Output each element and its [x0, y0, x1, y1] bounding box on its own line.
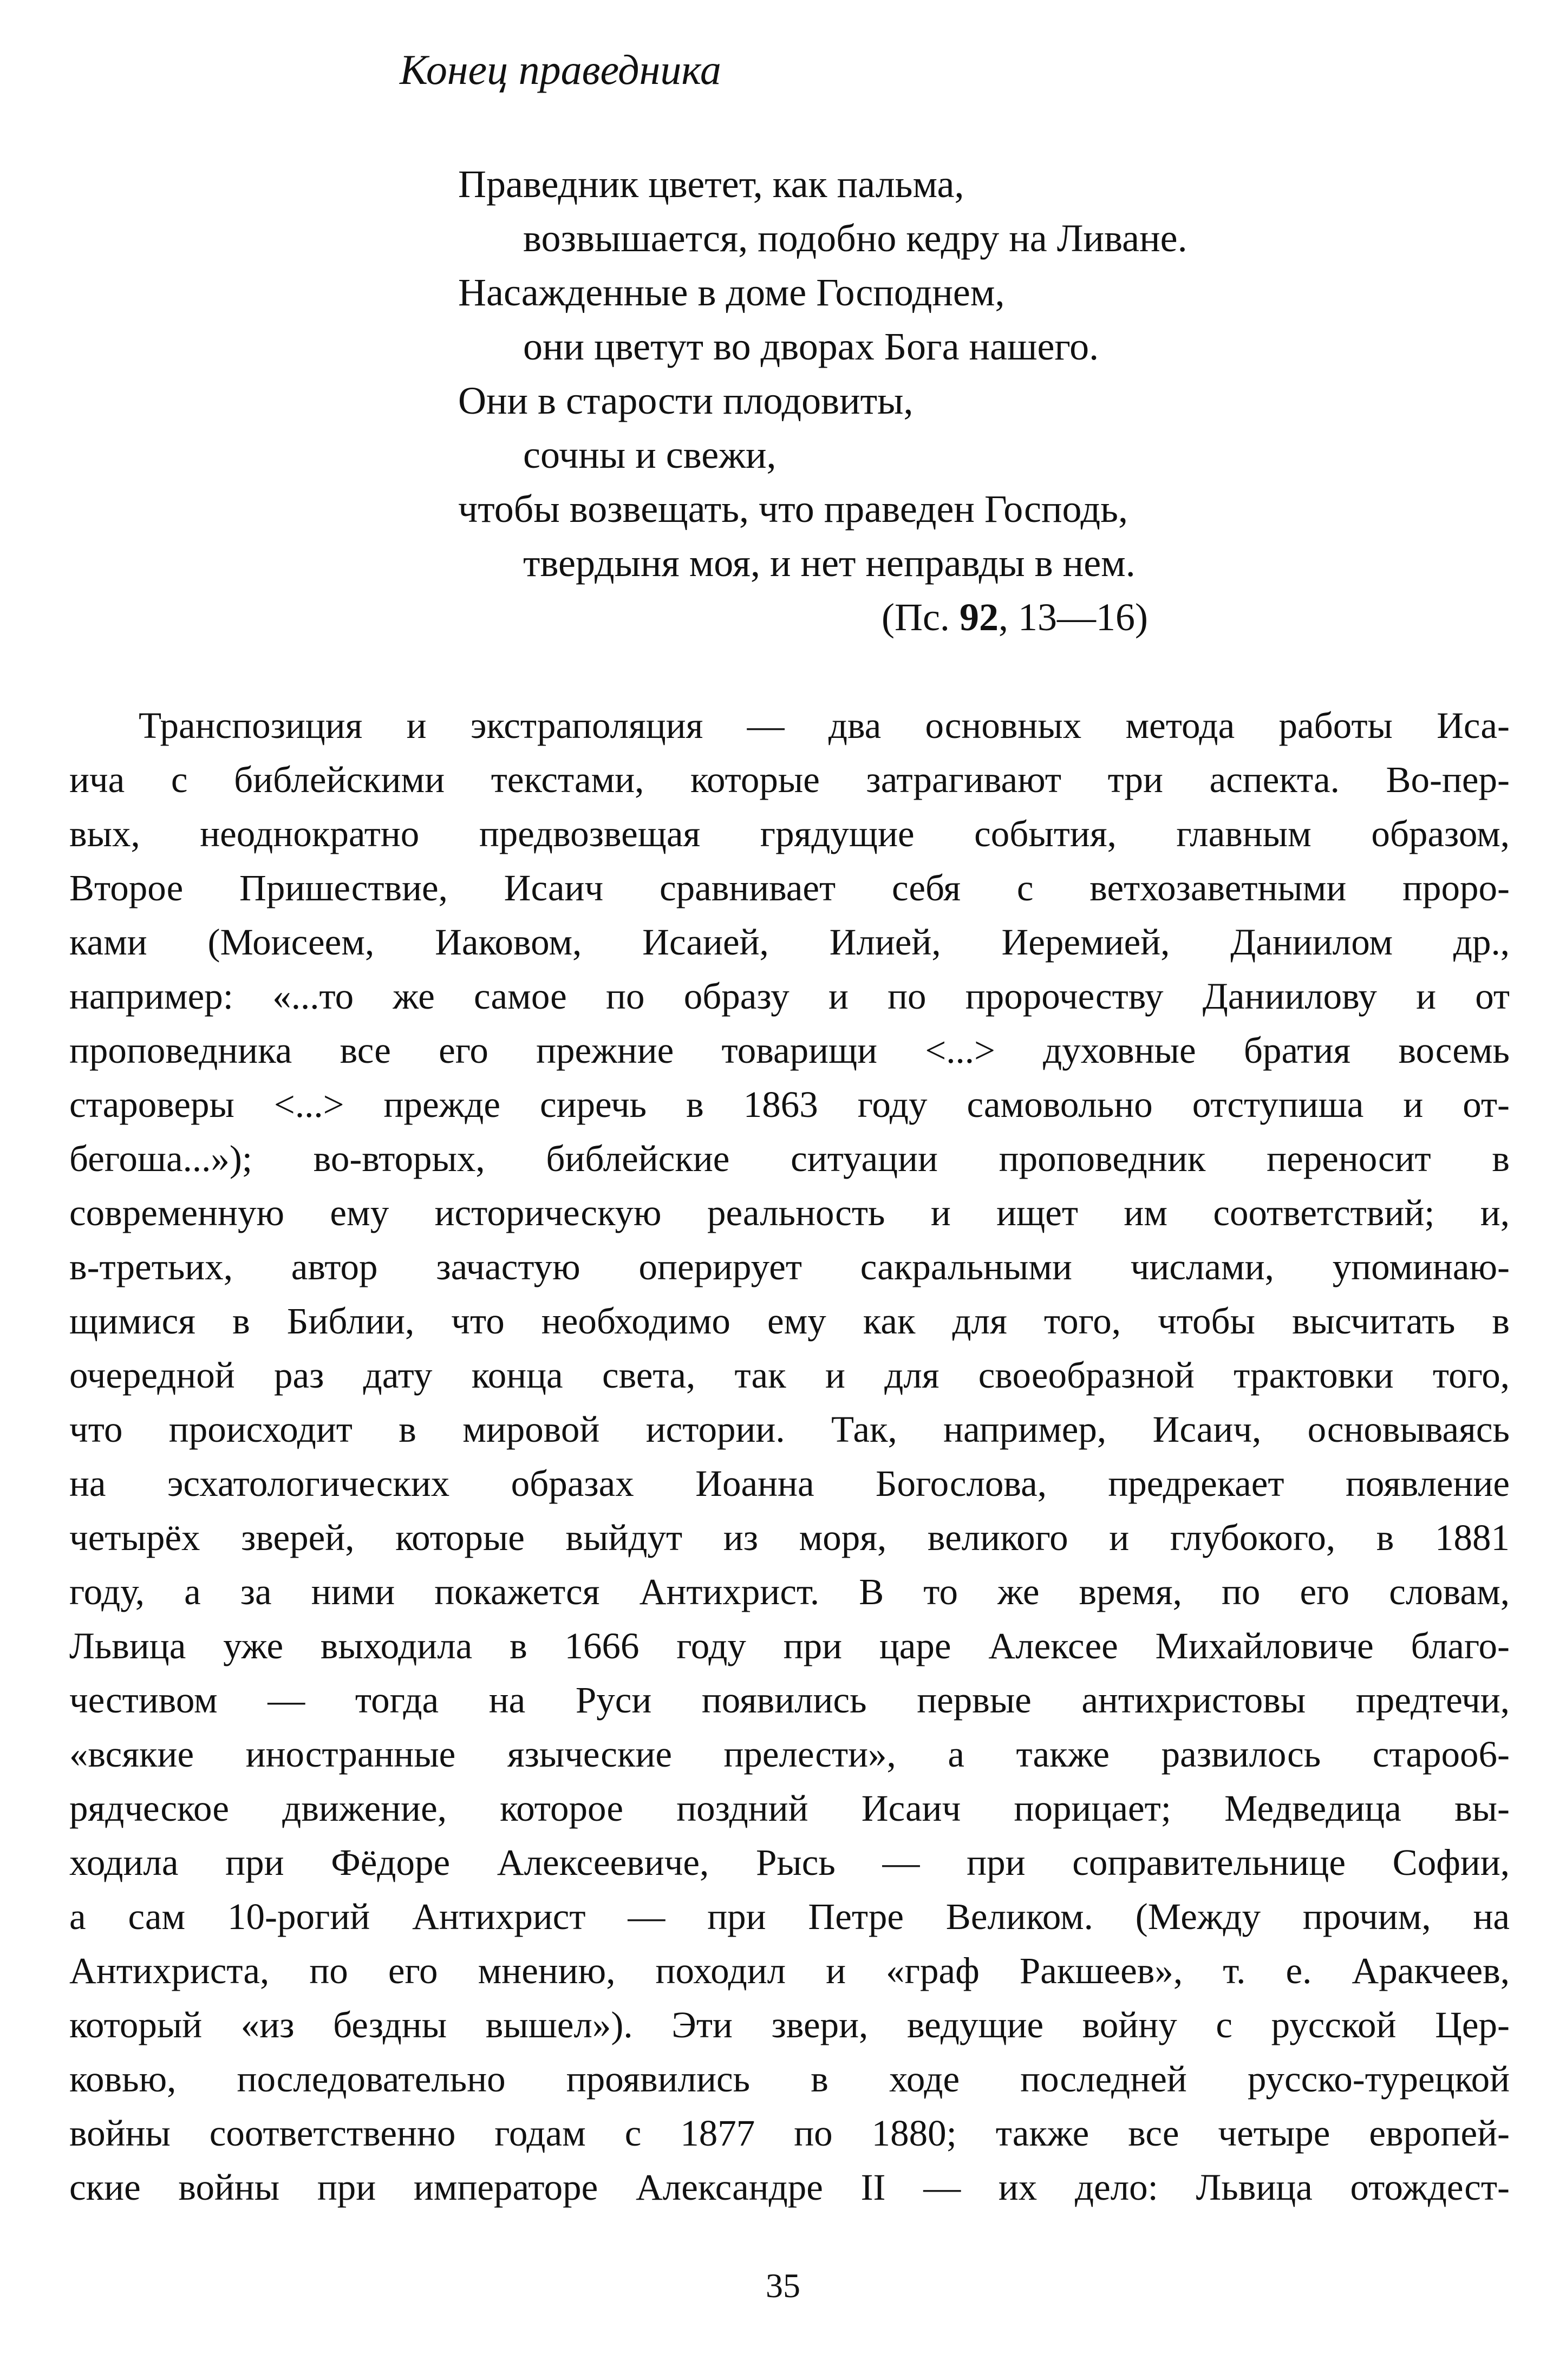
text-line: что происходит в мировой истории. Так, например, Исаич, основываясь: [69, 1409, 1510, 1450]
epigraph-line: чтобы возвещать, что праведен Господь,: [458, 487, 1128, 531]
text-line: четырёх зверей, которые выйдут из моря, великого и глубокого, в 1881: [69, 1517, 1510, 1558]
text-line: на эсхатологических образах Иоанна Богослова, предрекает появление: [69, 1463, 1510, 1504]
text-line: бегоша...»); во-вторых, библейские ситуации проповедник переносит в: [69, 1138, 1510, 1179]
text-line: Второе Пришествие, Исаич сравнивает себя с ветхозаветными проро-: [69, 867, 1510, 908]
text-line: очередной раз дату конца света, так и для своеобразной трактовки того,: [69, 1355, 1510, 1396]
epigraph: [458, 157, 1379, 644]
text-line: Транспозиция и экстраполяция — два основных метода работы Иса-: [139, 705, 1510, 746]
epigraph-line: твердыня моя, и нет неправды в нем.: [523, 541, 1136, 585]
epigraph-line: Насажденные в доме Господнем,: [458, 271, 1005, 314]
epigraph-line: возвышается, подобно кедру на Ливане.: [523, 217, 1187, 260]
epigraph-line: Праведник цветет, как пальма,: [458, 162, 964, 206]
text-line: ходила при Фёдоре Алексеевиче, Рысь — при соправительнице Софии,: [69, 1842, 1510, 1883]
text-line: честивом — тогда на Руси появились первые антихристовы предтечи,: [69, 1679, 1510, 1721]
page-number: 35: [766, 2266, 800, 2305]
epigraph-source-prefix: (Пс.: [882, 596, 960, 639]
text-line: «всякие иностранные языческие прелести», а также развилось староо6-: [69, 1734, 1510, 1775]
epigraph-line: они цветут во дворах Бога нашего.: [523, 325, 1099, 368]
text-line: ича с библейскими текстами, которые затрагивают три аспекта. Во-пер-: [69, 759, 1510, 800]
text-line: Львица уже выходила в 1666 году при царе Алексее Михайловиче благо-: [69, 1625, 1510, 1666]
text-line: ковью, последовательно проявились в ходе последней русско-турецкой: [69, 2058, 1510, 2100]
text-line: а сам 10-рогий Антихрист — при Петре Великом. (Между прочим, на: [69, 1896, 1510, 1937]
text-line: староверы <...> прежде сиречь в 1863 году самовольно отступиша и от-: [69, 1084, 1510, 1125]
epigraph-source-verses: , 13—16): [998, 596, 1148, 639]
text-line: например: «...то же самое по образу и по пророчеству Даниилову и от: [69, 976, 1510, 1017]
epigraph-lines: [458, 157, 1379, 590]
epigraph-line: Они в старости плодовиты,: [458, 379, 913, 422]
text-line: который «из бездны вышел»). Эти звери, ведущие войну с русской Цер-: [69, 2004, 1510, 2045]
epigraph-source: [458, 590, 1379, 644]
text-line: современную ему историческую реальность и ищет им соответствий; и,: [69, 1192, 1510, 1233]
text-line: Антихриста, по его мнению, походил и «граф Ракшеев», т. е. Аракчеев,: [69, 1950, 1510, 1991]
text-line: в-третьих, автор зачастую оперирует сакральными числами, упоминаю-: [69, 1246, 1510, 1287]
epigraph-source-psalm-number: 92: [959, 596, 999, 639]
text-line: щимися в Библии, что необходимо ему как для того, чтобы высчитать в: [69, 1300, 1510, 1342]
text-line: войны соответственно годам с 1877 по 1880; также все четыре европей-: [69, 2113, 1510, 2154]
epigraph-line: сочны и свежи,: [523, 433, 777, 476]
body-paragraph: [69, 698, 1510, 2214]
running-head: Конец праведника: [400, 46, 721, 93]
text-line: рядческое движение, которое поздний Исаич порицает; Медведица вы-: [69, 1788, 1510, 1829]
text-line: проповедника все его прежние товарищи <...> духовные братия восемь: [69, 1030, 1510, 1071]
text-line: ские войны при императоре Александре II — их дело: Львица отождест-: [69, 2167, 1510, 2208]
text-line: ками (Моисеем, Иаковом, Исаией, Илией, Иеремией, Даниилом др.,: [69, 921, 1510, 963]
text-line: вых, неоднократно предвозвещая грядущие события, главным образом,: [69, 813, 1510, 854]
text-line: году, а за ними покажется Антихрист. В то же время, по его словам,: [69, 1571, 1510, 1612]
